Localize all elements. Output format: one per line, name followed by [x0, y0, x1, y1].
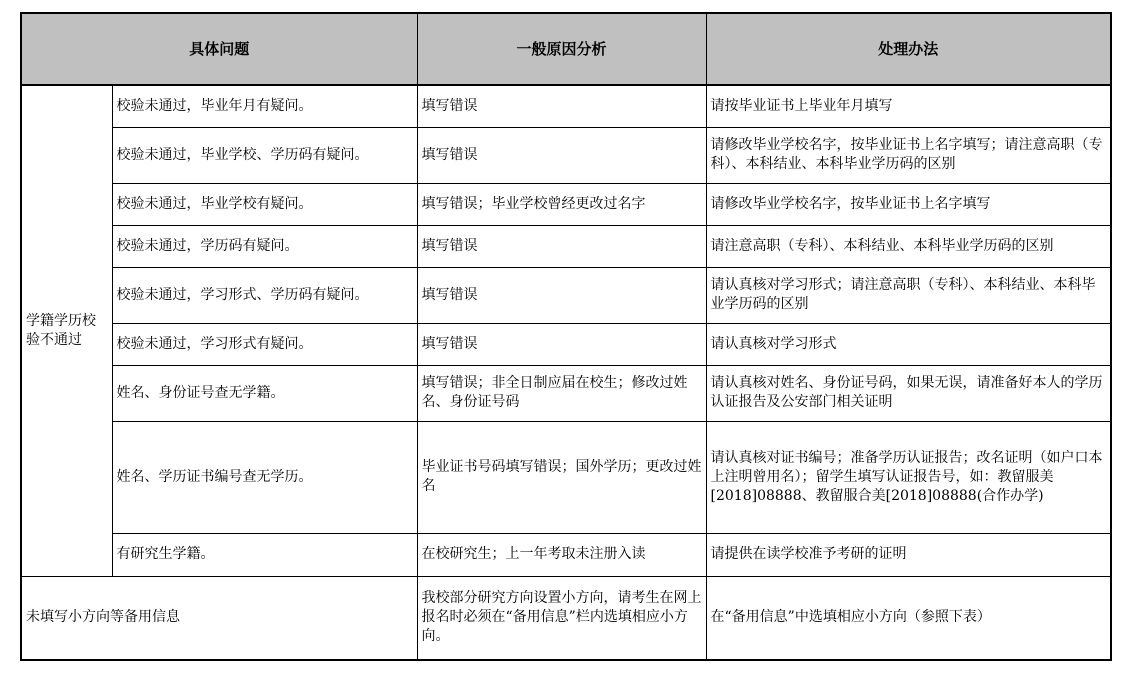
- table-row: [21, 225, 1111, 267]
- solution-cell: 请认真核对学习形式；请注意高职（专科）、本科结业、本科毕业学历码的区别: [706, 267, 1111, 323]
- header-reason: 一般原因分析: [417, 13, 706, 85]
- problem-cell: 校验未通过，毕业学校、学历码有疑问。: [112, 127, 417, 183]
- group-label-backup-info: 未填写小方向等备用信息: [21, 576, 417, 660]
- reason-cell: 填写错误；毕业学校曾经更改过名字: [417, 183, 706, 225]
- problem-cell: 校验未通过，毕业年月有疑问。: [112, 85, 417, 127]
- solution-cell: 请认真核对姓名、身份证号码，如果无误，请准备好本人的学历认证报告及公安部门相关证明: [706, 365, 1111, 421]
- reason-cell: 填写错误；非全日制应届在校生；修改过姓名、身份证号码: [417, 365, 706, 421]
- problem-cell: 校验未通过，学习形式有疑问。: [112, 323, 417, 365]
- table-row: [21, 183, 1111, 225]
- reason-cell: 填写错误: [417, 323, 706, 365]
- problem-cell: 校验未通过，学历码有疑问。: [112, 225, 417, 267]
- header-row: [21, 13, 1111, 85]
- table-row: [21, 365, 1111, 421]
- table-row: [21, 267, 1111, 323]
- table-row: [21, 323, 1111, 365]
- solution-cell: 请认真核对学习形式: [706, 323, 1111, 365]
- problem-cell: 有研究生学籍。: [112, 533, 417, 576]
- reason-cell: 填写错误: [417, 225, 706, 267]
- solution-cell: 请修改毕业学校名字，按毕业证书上名字填写；请注意高职（专科）、本科结业、本科毕业学历码的区别: [706, 127, 1111, 183]
- reason-cell: 毕业证书号码填写错误；国外学历；更改过姓名: [417, 421, 706, 533]
- header-problem: 具体问题: [21, 13, 417, 85]
- solution-cell: 请修改毕业学校名字，按毕业证书上名字填写: [706, 183, 1111, 225]
- table-row: [21, 85, 1111, 127]
- solution-cell: 请按毕业证书上毕业年月填写: [706, 85, 1111, 127]
- solution-cell: 在“备用信息”中选填相应小方向（参照下表）: [706, 576, 1111, 660]
- solution-cell: 请认真核对证书编号；准备学历认证报告；改名证明（如户口本上注明曾用名）；留学生填写认证报告号，如：教留服美[2018]08888、教留服合美[2018]08888(合作办学): [706, 421, 1111, 533]
- header-solution: 处理办法: [706, 13, 1111, 85]
- solution-cell: 请提供在读学校准予考研的证明: [706, 533, 1111, 576]
- table-row: [21, 127, 1111, 183]
- solution-cell: 请注意高职（专科）、本科结业、本科毕业学历码的区别: [706, 225, 1111, 267]
- problem-cell: 校验未通过，学习形式、学历码有疑问。: [112, 267, 417, 323]
- table-row: [21, 533, 1111, 576]
- reason-cell: 在校研究生；上一年考取未注册入读: [417, 533, 706, 576]
- issues-table: [20, 12, 1112, 661]
- table-row: [21, 576, 1111, 660]
- reason-cell: 填写错误: [417, 85, 706, 127]
- reason-cell: 填写错误: [417, 127, 706, 183]
- problem-cell: 校验未通过，毕业学校有疑问。: [112, 183, 417, 225]
- reason-cell: 填写错误: [417, 267, 706, 323]
- table-row: [21, 421, 1111, 533]
- problem-cell: 姓名、身份证号查无学籍。: [112, 365, 417, 421]
- reason-cell: 我校部分研究方向设置小方向，请考生在网上报名时必须在“备用信息”栏内选填相应小方向。: [417, 576, 706, 660]
- group-label-verification: 学籍学历校验不通过: [21, 85, 112, 576]
- problem-cell: 姓名、学历证书编号查无学历。: [112, 421, 417, 533]
